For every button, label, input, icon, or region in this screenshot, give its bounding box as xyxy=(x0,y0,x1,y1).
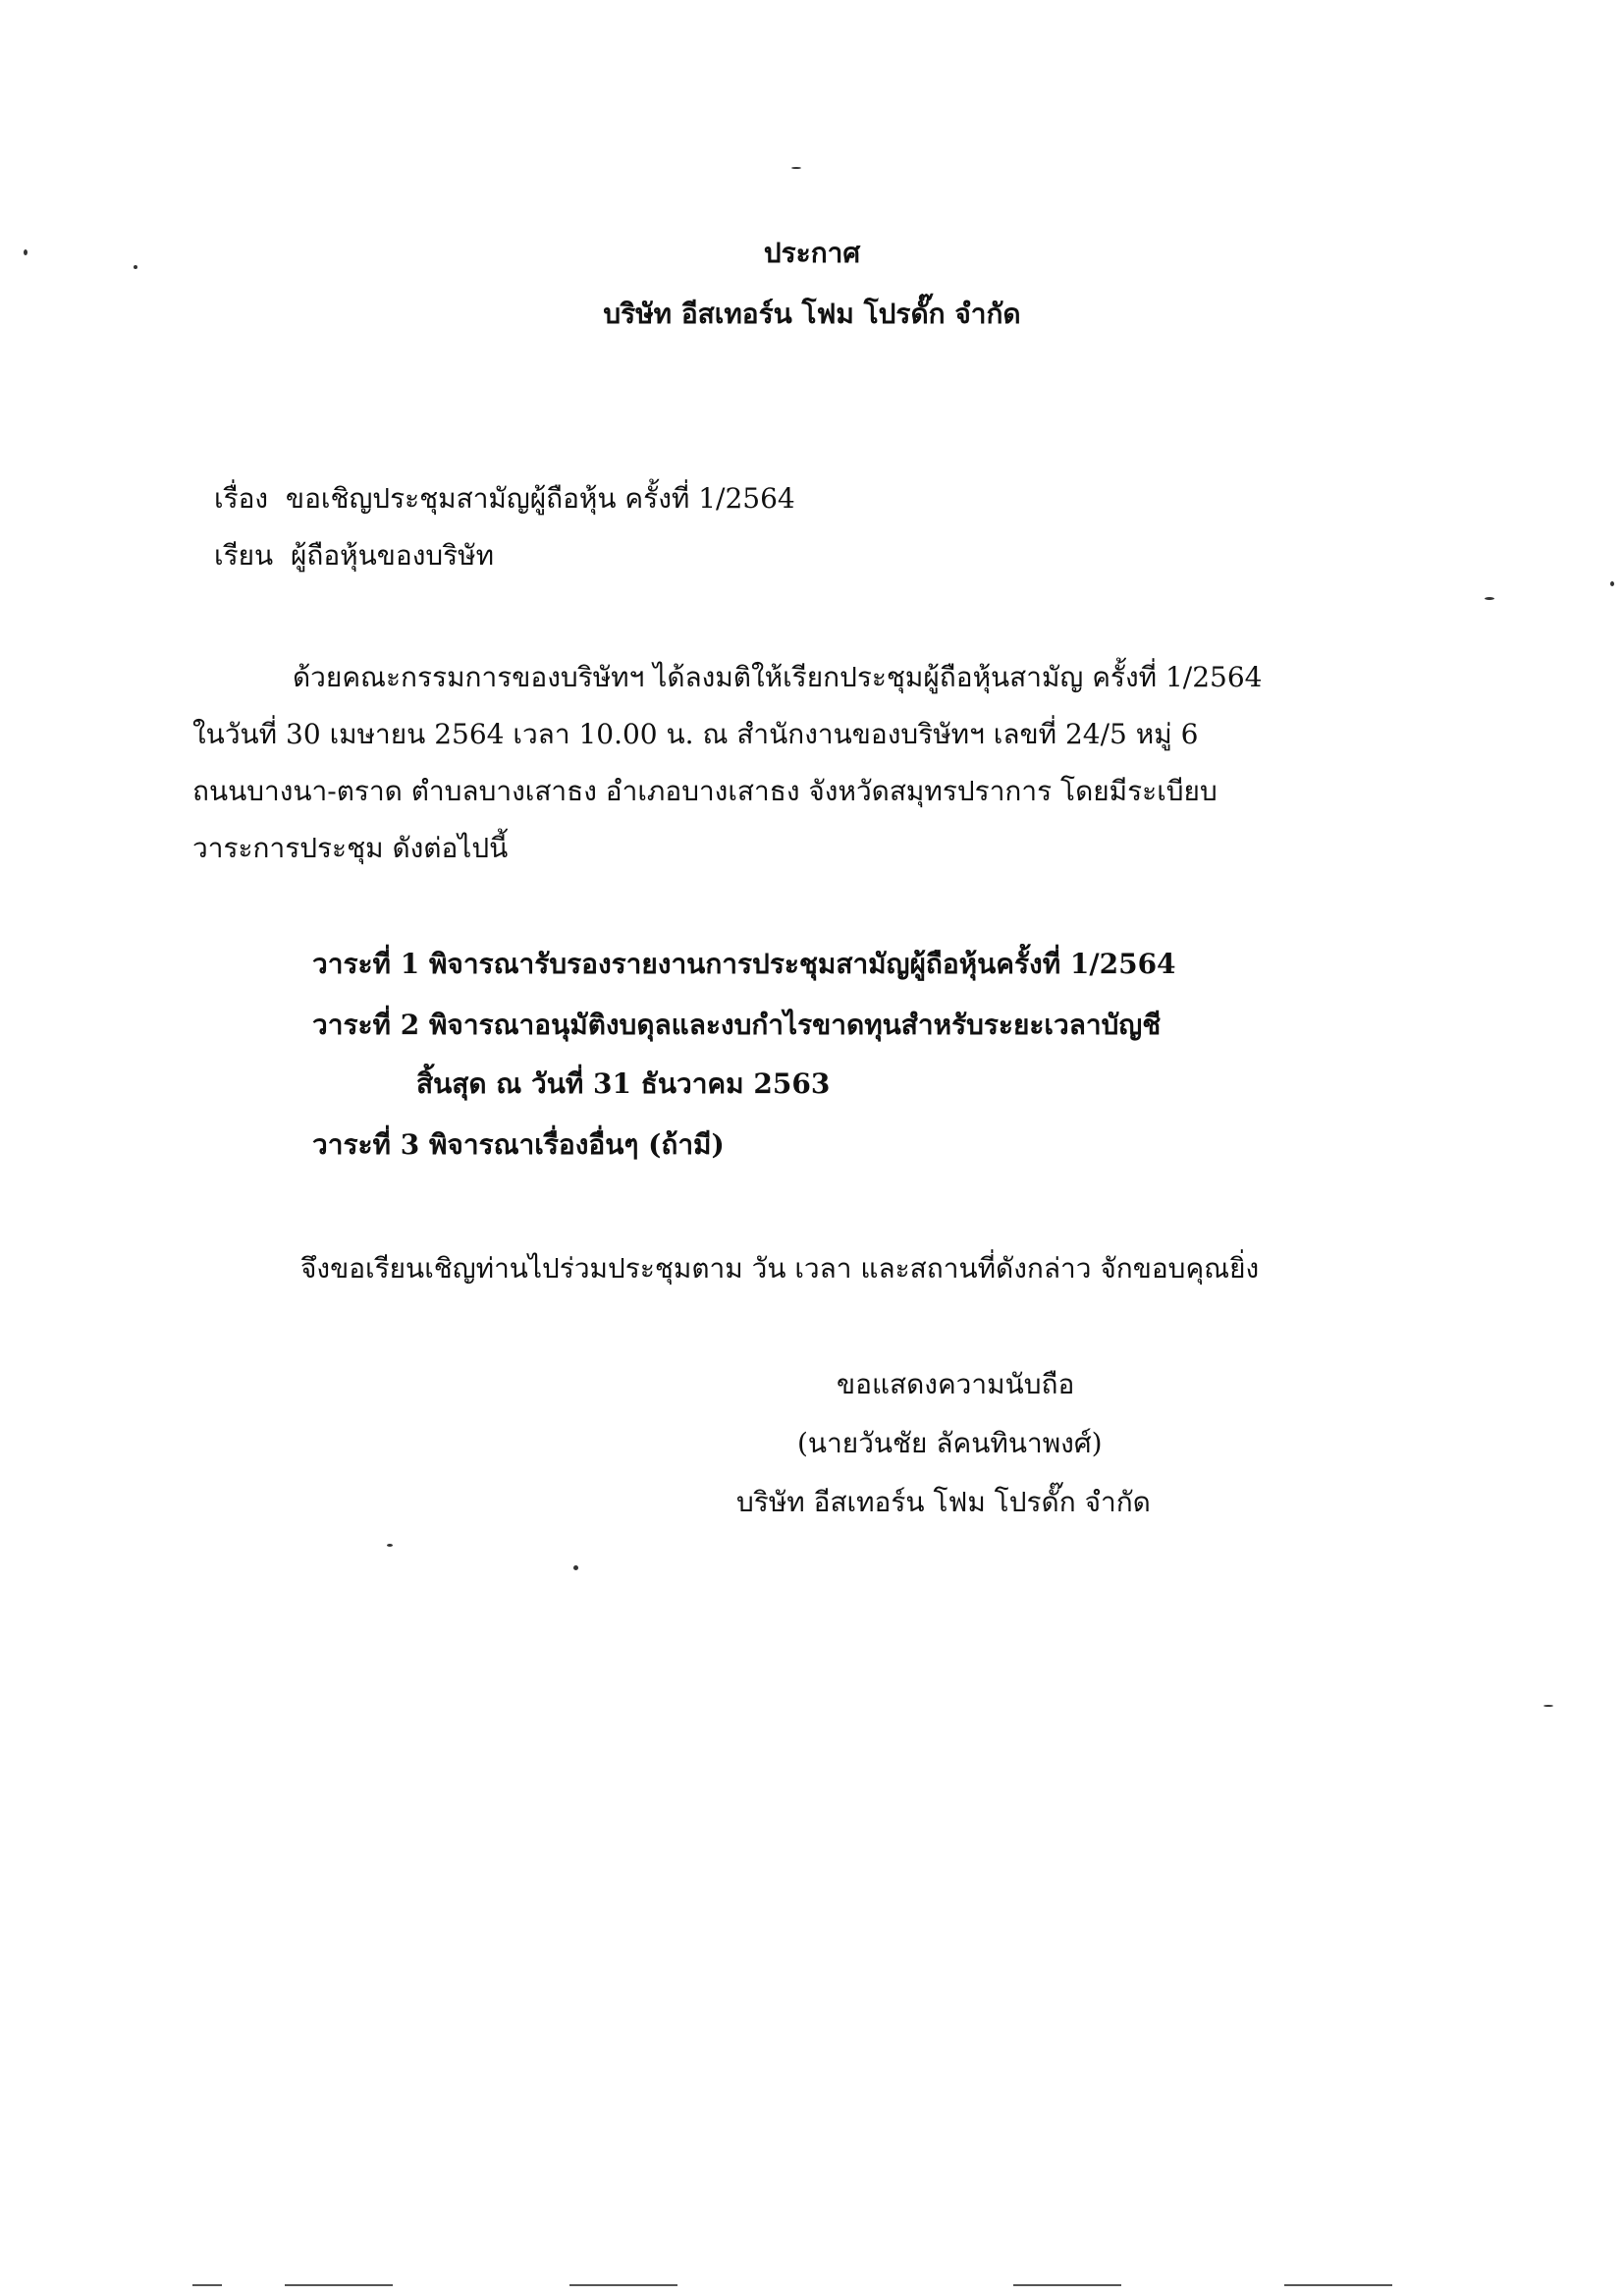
subject-label: เรื่อง xyxy=(214,482,269,515)
scan-speck xyxy=(1610,581,1614,586)
agenda-item-1: วาระที่ 1 พิจารณารับรองรายงานการประชุมสามัญผู้ถือหุ้นครั้งที่ 1/2564 xyxy=(312,948,1176,980)
signature-regards: ขอแสดงความนับถือ xyxy=(837,1368,1075,1400)
scan-speck xyxy=(791,167,801,169)
company-header: บริษัท อีสเทอร์น โฟม โปรดั๊ก จำกัด xyxy=(603,298,1021,330)
signature-company: บริษัท อีสเทอร์น โฟม โปรดั๊ก จำกัด xyxy=(736,1486,1151,1518)
signature-name: (นายวันชัย ลัคนทินาพงศ์) xyxy=(797,1427,1103,1459)
recipient-line xyxy=(214,536,494,575)
scan-edge-mark xyxy=(192,2284,222,2286)
body-line-4: วาระการประชุม ดังต่อไปนี้ xyxy=(192,832,509,864)
scan-speck xyxy=(573,1565,578,1570)
scan-edge-mark xyxy=(569,2284,677,2286)
subject-line xyxy=(214,479,795,519)
scan-speck xyxy=(1543,1705,1553,1707)
scan-edge-mark xyxy=(1284,2284,1392,2286)
scan-speck xyxy=(134,265,137,269)
recipient-label: เรียน xyxy=(214,539,274,572)
body-line-3: ถนนบางนา-ตราด ตำบลบางเสาธง อำเภอบางเสาธง จังหวัดสมุทรปราการ โดยมีระเบียบ xyxy=(192,775,1218,807)
agenda-item-3: วาระที่ 3 พิจารณาเรื่องอื่นๆ (ถ้ามี) xyxy=(312,1128,725,1161)
scan-edge-mark xyxy=(285,2284,393,2286)
scan-speck xyxy=(387,1544,393,1547)
agenda-item-2: วาระที่ 2 พิจารณาอนุมัติงบดุลและงบกำไรขาดทุนสำหรับระยะเวลาบัญชี xyxy=(312,1009,1162,1041)
body-line-1: ด้วยคณะกรรมการของบริษัทฯ ได้ลงมติให้เรียกประชุมผู้ถือหุ้นสามัญ ครั้งที่ 1/2564 xyxy=(293,661,1263,693)
agenda-item-2-continuation: สิ้นสุด ณ วันที่ 31 ธันวาคม 2563 xyxy=(416,1067,831,1100)
closing-line: จึงขอเรียนเชิญท่านไปร่วมประชุมตาม วัน เวลา และสถานที่ดังกล่าว จักขอบคุณยิ่ง xyxy=(300,1252,1260,1285)
recipient-text: ผู้ถือหุ้นของบริษัท xyxy=(290,539,495,572)
subject-text: ขอเชิญประชุมสามัญผู้ถือหุ้น ครั้งที่ 1/2564 xyxy=(285,482,795,515)
scan-speck xyxy=(24,249,27,255)
scan-edge-mark xyxy=(1013,2284,1121,2286)
body-line-2: ในวันที่ 30 เมษายน 2564 เวลา 10.00 น. ณ สำนักงานของบริษัทฯ เลขที่ 24/5 หมู่ 6 xyxy=(192,718,1199,750)
document-title: ประกาศ xyxy=(763,237,861,269)
scan-speck xyxy=(1485,597,1494,600)
